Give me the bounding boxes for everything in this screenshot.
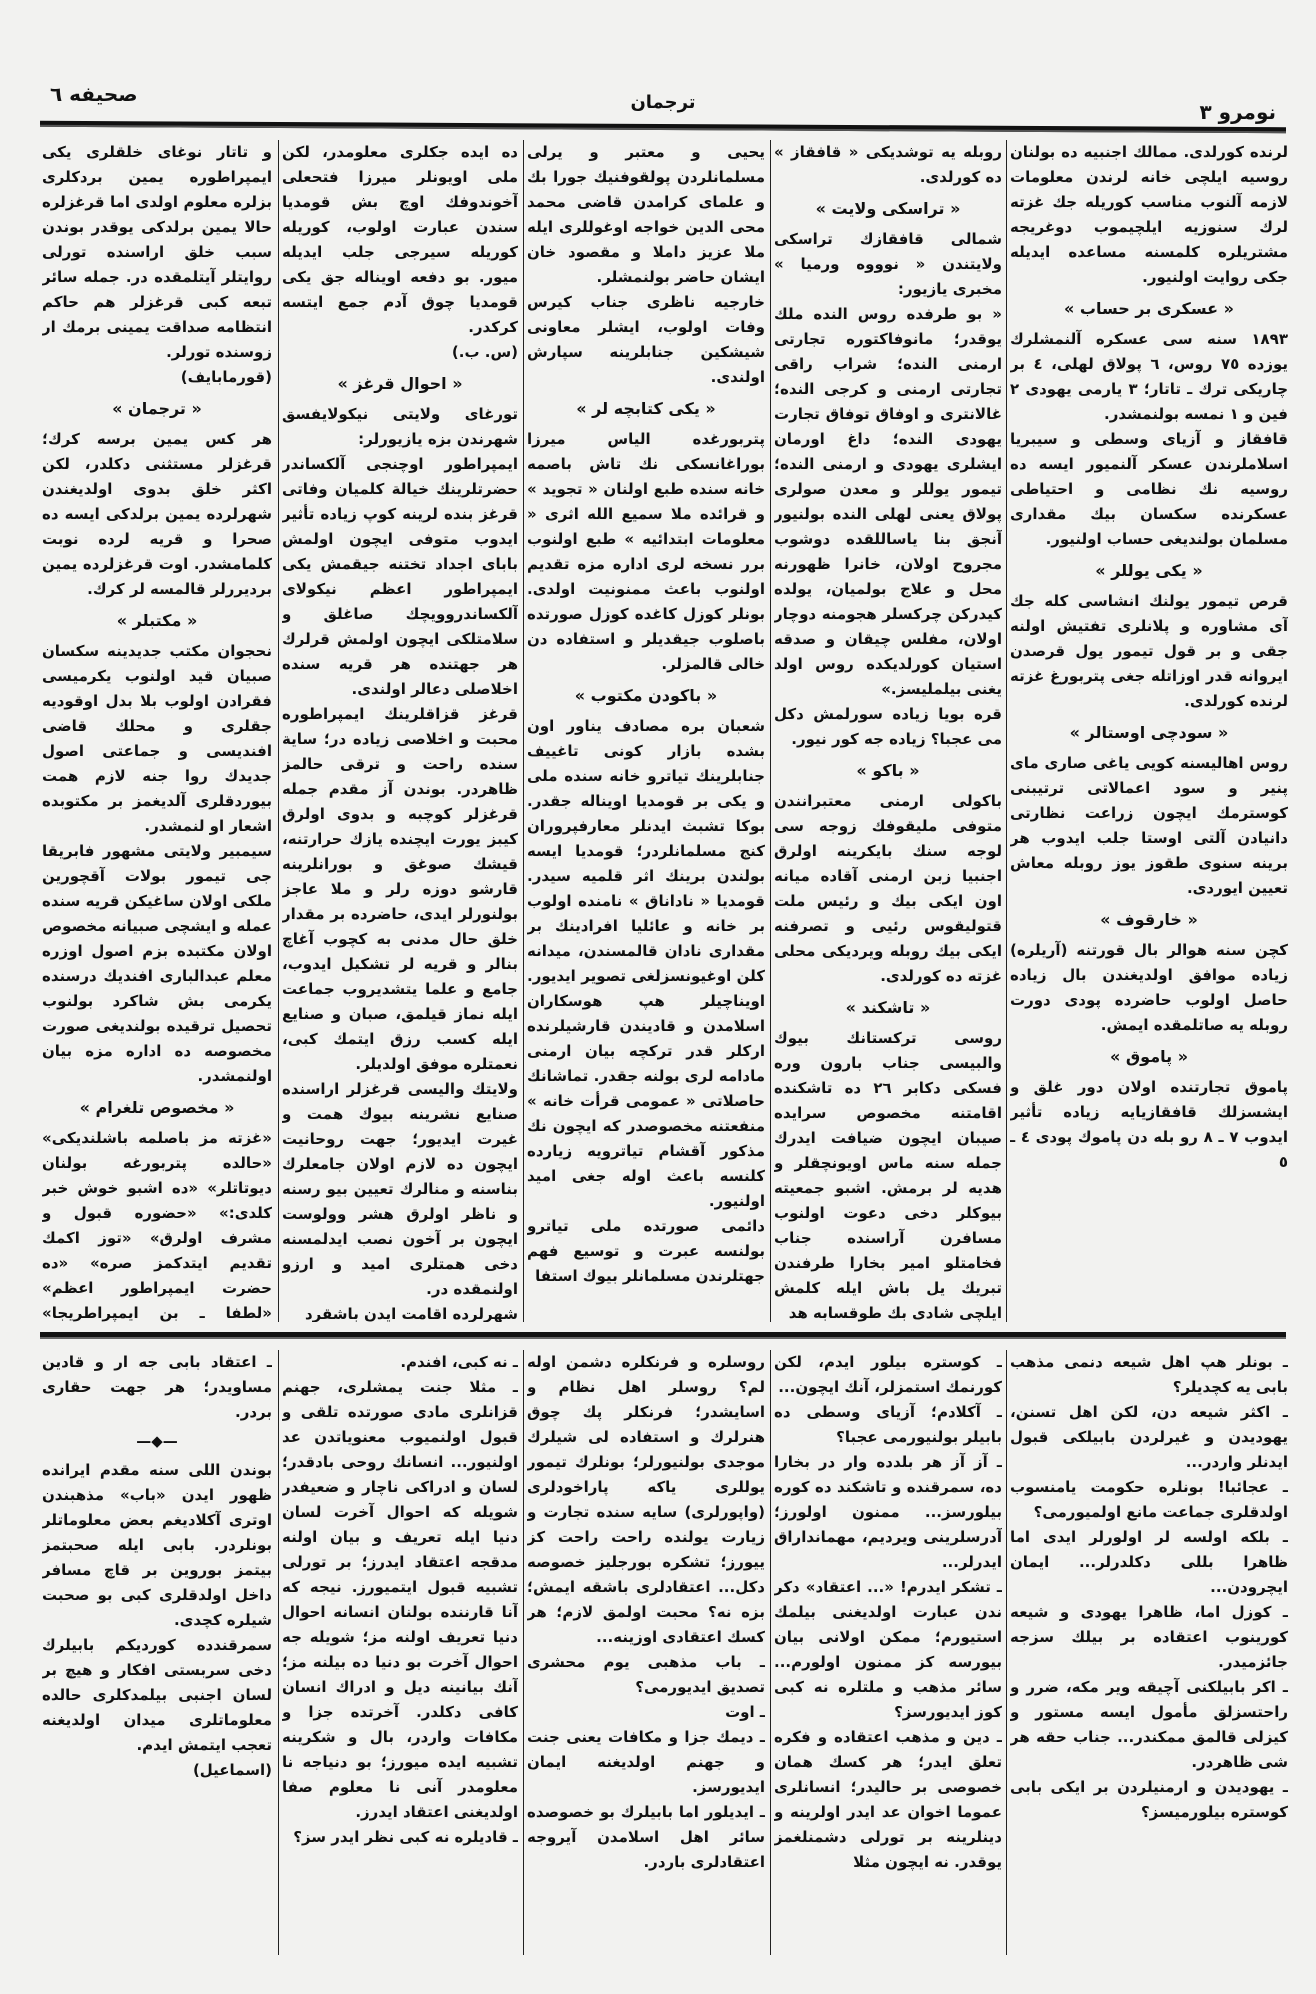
article-paragraph: شعبان بره مصادف يناور اون بشده بازار كونى تاغييف جنابلرينك تياترو خانه سنده ملى و يكى بر قومديا اويناله جقدر. بوكا تشبث ايدنلر معارفپروران كنج مسلمانلردر؛ قومديا ايسه بولندن برينك اثر قلميه سيدر. قومديا « ناداناق » نامنده اولوب بر خانه و عائليا افرادينك بر مقدارى نادان قالمسندن، ميدانه كلن اوغيونسزلغى تصوير ايديور. اويناچيلر هپ هوسكاران اسلامدن و قاديندن قارشيلرنده اركلر قدر تركچه بيان ارمنى مادامه لرى بولنه جقدر. تماشانك حاصلاتى « عمومى قرأت خانه » منفعتنه مخصوصدر كه ايچون نك مذكور آقشام تياترويه زيارده كلنسه باعث اوله جغى اميد اولنيور. [527,717,765,1210]
article-paragraph: قره بويا زياده سورلمش دكل مى عجبا؟ زياده جه كور نيور. [774,705,1002,748]
article-paragraph: قرص تيمور يولنك انشاسى كله جك آى مشاوره و پلانلرى تفتيش اولنه جقى و بر قول تيمور يول قرصدن ايروانه قدر اوزاتله جغى پتربورغ غزته لرنده كورلدى. [1010,592,1288,710]
article-paragraph: ـ عجائبا! بونلره حكومت يامنسوب اولدقلرى جماعت مانع اولميورمى؟ [1010,1478,1288,1521]
article-heading: « باكو » [774,758,1002,783]
column-rule [1006,1350,1007,1955]
article-paragraph: لرنده كورلدى. ممالك اجنبيه ده بولنان روسيه ايلچى خانه لرندن معلومات لازمه آلنوب مناسب كوريله جك غزته لرك سنوزيه ايلچيموب دوغريجه مشتريلره كلمسنه مساعده ايديله جكى روايت اولنيور. [1010,143,1288,286]
article-heading: « مخصوص تلغرام » [42,1095,272,1120]
article-paragraph: قافقاز و آزياى وسطى و سيبريا اسلاملرندن عسكر آلنميور ايسه ده روسيه نك نظامى و احتياطى عسكرنده سكسان بيك مقدارى مسلمان بولنديغى حساب اولنيور. [1010,430,1288,548]
article-paragraph: ايمپراطور اوچنجى آلكساندر حضرتلرينك خيالة كلميان وفاتى قرغز بنده لرينه كوپ زياده تأثير ايدوب متوفى ايچون اولمش باباى اجداد تختنه جيقمش يكى ايمپراطور اعظم نيكولاى آلكساندروويچك صاغلق و سلامتلكى ايچون اولمش قرلرك هر جهتنده هر قريه سنده اخلاصلى دعالر اولندى. [282,455,518,698]
article-paragraph: روسلره و فرنكلره دشمن اوله لم؟ روسلر اهل نظام و اسايشدر؛ فرنكلر پك چوق هنرلرك و استفاده لى شيلرك موجدى بولنيورلر؛ بونلرك تيمور يوللرى ياكه پاراخودلرى (واپورلرى) سايه سنده تجارت و زيارت يولنده راحت راحت كز ييورز؛ تشكره بورجليز خصوصه دكل... اعتقادلرى باشقه ايمش؛ بزه نه؟ محبت اولمق لازم؛ هر كسك اعتقادى اوزينه... [527,1353,765,1646]
article-paragraph: و تاتار نوغاى خلقلرى يكى ايمپراطوره يمين بردكلرى بزلره معلوم اولدى اما قرغزلره حالا يمين برلدكى يوقدر بوندن سبب خلق اراسنده تورلى روايتلر آيتلمقده در. جمله سائر تبعه كبى قرغزلر هم حاكم انتظامه صداقت يمينى برمك ار زوسنده تورلر. [42,143,272,361]
article-paragraph: هر كس يمين برسه كرك؛ قرغزلر مستثنى دكلدر، لكن اكثر خلق بدوى اولديغندن شهرلرده يمين برلدكى ايسه ده صحرا و قريه لرده نوبت كلمامشدر. اوت قرغزلرده يمين برديررلر قالمسه لر كرك. [42,430,272,598]
article-paragraph: خارجيه ناظرى جناب كيرس وفات اولوب، ايشلر معاونى شيشكين جنابلرينه سپارش اولندى. [527,293,765,386]
article-paragraph: ده ايده جكلرى معلومدر، لكن ملى اويونلر ميرزا فتحعلى آخوندوفك اوچ بش قومديا سندن عبارت اولوب، كوريله كوريله سيرجى جلب ايديله ميور. بو دفعه اويناله جق يكى قومديا چوق آدم جمع ايتسه كركدر. [282,143,518,336]
article-heading: « مكتبلر » [42,608,272,633]
article-paragraph: ـ قاديلره نه كبى نظر ايدر سز؟ [293,1828,518,1846]
top-column-1 [1010,140,1288,1322]
article-paragraph: ـ نه كبى، افندم. [400,1353,518,1371]
article-paragraph: ـ يهوديدن و ارمنيلردن بر ايكى بابى كوستره بيلورميسز؟ [1010,1778,1288,1821]
page-number: صحيفه ٦ [50,82,138,106]
article-heading: « ترجمان » [42,396,272,421]
article-paragraph: (اسماعيل) [192,1761,272,1779]
article-paragraph: يحيى و معتبر و يرلى مسلمانلردن پولقوفنيك جورا بك و علماى كرامدن قاضى محمد محى الدين خواجه اوغوللرى ايله ملا عزيز داملا و مقصود خان ايشان حاضر بولنمشلر. [527,143,765,286]
bottom-column-4 [282,1350,518,1955]
article-paragraph: كچن سنه هوالر بال قورتنه (آريلره) زياده موافق اولديغندن بال زياده حاصل اولوب حاضرده پودى دورت روبله يه صاتلمقده ايمش. [1010,941,1288,1034]
column-rule [1006,140,1007,1322]
article-paragraph: ولايتك واليسى قرغزلر اراسنده صنايع نشرينه بيوك همت و غيرت ايديور؛ جهت روحانيت ايچون ده لازم اولان جامعلرك بناسنه و منالرك تعيين بيو رسنه و ناظر اولرق هشر وولوست ايچون بر آخون نصب ايدلمسنه دخى همتلرى اميد و ارزو اولنمقده در. [282,1080,518,1298]
bottom-column-1 [1010,1350,1288,1955]
bottom-column-5 [42,1350,272,1955]
article-paragraph: بوندن اللى سنه مقدم ايرانده ظهور ايدن «باب» مذهبندن اوترى آكلاديغم بعض معلوماتلر بونلردر. بابى ايله صحبتمز بيتمز بوروين بر قاچ مسافر داخل اولدقلرى كبى بو صحبت شيلره كچدى. [42,1461,272,1629]
article-paragraph: ـ كوستره بيلور ايدم، لكن كورنمك استمزلر، آنك ايچون... [774,1353,1002,1396]
article-paragraph: روس اهاليسنه كويى ياغى صارى ماى پنير و سود اعمالاتى ترتيبنى كوسترمك ايچون زراعت نظارتى دانيادن آلتى اوستا جلب ايدوب هر برينه سنوى طقوز يوز روبله معاش تعيين ايوردى. [1010,754,1288,897]
article-paragraph: شمالى قافقازك تراسكى ولايتندن « نوووه ورميا » مخبرى يازيور: [774,230,1002,298]
article-paragraph: ـ اكثر شيعه دن، لكن اهل تسنن، يهوديدن و غيرلردن بابيلكى قبول ايدنلر واردر... [1010,1403,1288,1471]
newspaper-title: ترجمان [630,92,696,113]
article-paragraph: دائمى صورتده ملى تياترو بولنسه عبرت و توسيع فهم جهتلرندن مسلمانلر بيوك استفا [527,1217,765,1285]
column-rule [278,140,279,1322]
issue-number: نومرو ٣ [1199,100,1276,124]
article-heading: « احوال قرغز » [282,371,518,396]
article-heading: « يكى يوللر » [1010,558,1288,583]
article-heading: « تاشكند » [774,995,1002,1020]
article-heading: « پاموق » [1010,1044,1288,1069]
article-paragraph: تورغاى ولايتى نيكولايفسق شهرندن بزه يازيورلر: [282,405,518,448]
article-paragraph: ـ اكر بابيلكنى آچيقه وير مكه، ضرر و راحتسزلق مأمول ايسه مستور و كيزلى قالمق ممكندر... جناب حقه هر شى ظاهردر. [1010,1678,1288,1771]
article-paragraph: «غزته مز باصلمه باشلنديكى» «حالده پتربورغه بولنان ديوتاتلر» «ده اشبو خوش خبر كلدى:» «حضوره قبول و مشرف اولرق» «توز اكمك تقديم ايتدكمز صره» «ده حضرت ايمپراطور اعظم» «لطفا ـ بن ايمپراطريجا» [42,1129,272,1322]
article-paragraph: ـ ايديلور اما بابيلرك بو خصوصده سائر اهل اسلامدن آيروجه اعتقادلرى باردر. [527,1803,765,1871]
section-divider [40,1332,1286,1339]
article-paragraph: ـ آكلادم؛ آزياى وسطى ده بابيلر بولنيورمى عجبا؟ [774,1403,1002,1446]
article-paragraph: ـ مثلا جنت يمشلرى، جهنم قزانلرى مادى صورتده تلقى و قبول اولنميوب معنوياتدن عد اولنيور... انسانك روحى بادقدر؛ لسان و ادراكى ناچار و ضعيفدر شويله كه احوال آخرت لسان دنيا ايله تعريف و بيان اولنه مدقجه اعتقاد ايدرز؛ بر تورلى تشبيه قبول ايتميورز. نيجه كه آنا قارننده بولنان انسانه احوال دنيا تعريف اولنه مز؛ شويله جه احوال آخرت بو دنيا ده بيلنه مز؛ آنك بيانينه ديل و ادراك انسان كافى دكلدر. آخرتده جزا و مكافات واردر، بال و شكرينه تشبيه ايده ميورز؛ بو دنياجه نا معلومدر آنى نا معلوم صفا اولديغنى اعتقاد ايدرز. [282,1378,518,1821]
article-paragraph: ـ آز آز هر بلدده وار در بخارا ده، سمرقنده و تاشكند ده كوره بيلورسز... ممنون اولورز؛ آدرسلرينى ويرديم، مهمانداراق ايدرلر... [774,1453,1002,1571]
ornament-divider: —◆— [136,1432,178,1450]
article-heading: « يكى كتابچه لر » [527,396,765,421]
article-paragraph: ١٨٩٣ سنه سى عسكره آلنمشلرك يوزده ٧٥ روس، ٦ پولاق لهلى، ٤ بر چاريكى ترك ـ تاتار؛ ٣ يارمى يهودى ٢ فين و ١ نمسه بولنمشدر. [1010,330,1288,423]
article-paragraph: ـ باب مذهبى يوم محشرى تصديق ايديورمى؟ [527,1653,765,1696]
article-heading: « تراسكى ولايت » [774,196,1002,221]
top-column-3 [527,140,765,1322]
column-rule [770,140,771,1322]
article-paragraph: ـ دين و مذهب اعتقاده و فكره تعلق ايدر؛ هر كسك همان خصوصى بر حاليدر؛ انسانلرى عموما اخوان عد ايدر اولرينه و دينلرينه بر تورلى دشمنلغمز يوقدر. نه ايچون مثلا [774,1728,1002,1871]
article-paragraph: (قورمابايف) [180,368,272,386]
article-paragraph: ـ بلكه اولسه لر اولورلر ايدى اما ظاهرا بللى دكلدرلر... ايمان ايچرودن... [1010,1528,1288,1596]
article-paragraph: قرغز قزاقلرينك ايمپراطوره محبت و اخلاصى زياده در؛ ساية سنده راحت و ترقى حالمز ظاهردر. بوندن آز مقدم جمله قرغزلر كوچبه و بدوى اولرق كيبز يورت ايچنده يازك حرارتنه، قيشك صوغق و بورانلرينه قارشو دوزه رلر و ملا عاجز بولنورلر ايدى، حاضرده بر مقدار خلق حال مدنى به كچوب آغاچ بنالر و قريه لر تشكيل ايدوب، جامع و علما يتشديروب جماعت ايله نماز قيلمق، صبان و صنايع ايله كسب رزق ايتمك كبى، نعمتلره موفق اولديلر. [282,705,518,1073]
article-paragraph: پاموق تجارتنده اولان دور غلق و ايشسزلك قافقازيايه زياده تأثير ايدوب ٧ ـ ٨ رو بله دن پاموك پودى ٤ ـ ٥ [1010,1078,1288,1171]
bottom-column-3 [527,1350,765,1955]
article-paragraph: روسى تركستانك بيوك والبيسى جناب بارون وره فسكى دكابر ٢٦ ده تاشكنده اقامتنه مخصوص سرايده صيبان ايچون ضيافت ايدرك جمله سنه ماس اويونچقلر و هديه لر برمش. اشبو جمعيته بيوكلر دخى دعوت اولنوب مسافرن آراسنده جناب فخامتلو امير بخارا طرفندن تبريك يل باش ايله كلمش ايلچى شادى بك طوقسابه هد [774,1029,1002,1322]
article-paragraph: سيمبير ولايتى مشهور فابريقا جى تيمور بولات آقچورين ملكى اولان ساغيكن قريه سنده عمله و ايشچى صبيانه مخصوص اولان مكتبده بزم اصول اوزره معلم عبدالبارى افنديك درسنده يكرمى بش شاكرد بولنوب تحصيل ترقيده بولنديغى صورت مخصوصه ده اداره مزه بيان اولنمشدر. [42,842,272,1085]
top-column-5 [42,140,272,1322]
top-column-4 [282,140,518,1322]
article-heading: « خارقوف » [1010,907,1288,932]
article-paragraph: (س. ب.) [451,343,518,361]
article-heading: « باكودن مكتوب » [527,683,765,708]
article-paragraph: روبله يه توشديكى « قافقاز » ده كورلدى. [774,143,1002,186]
article-paragraph: ـ بونلر هپ اهل شيعه دنمى مذهب بابى يه كچديلر؟ [1010,1353,1288,1396]
column-rule [523,1350,524,1955]
column-rule [278,1350,279,1955]
article-paragraph: سمرقندده كورديكم بابيلرك دخى سربستى افكار و هيچ بر لسان اجنبى بيلمدكلرى حالده معلوماتلرى ميدان اولديغنه تعجب ايتمش ايدم. [42,1636,272,1754]
article-paragraph: ـ تشكر ايدرم! «... اعتقاد» دكر ندن عبارت اولديغنى بيلمك استيورم؛ ممكن اولانى بيان بيورسه كز ممنون اولورم... سائر مذهب و ملتلره نه كبى كوز ايديورسز؟ [774,1578,1002,1721]
top-column-2 [774,140,1002,1322]
article-paragraph: ـ اوت [725,1703,765,1721]
article-heading: « عسكرى بر حساب » [1010,296,1288,321]
article-paragraph: « بو طرفده روس النده ملك يوقدر؛ مانوفاكتوره تجارتى ارمنى النده؛ شراب راقى تجارتى ارمنى و كرجى النده؛ غالانترى و اوفاق توفاق تجارت يهودى النده؛ داغ اورمان ايشلرى يهودى و ارمنى النده؛ تيمور يوللر و معدن صولرى پولاق يعنى لهلى النده بولنيور آنجق بنا ياساللقده دوشوب مجروح اولان، خانرا ظهورنه محل و علاج بولميان، يولده كيدركن چركسلر هجومنه دوچار اولان، مفلس چيقان و صدقه استيان كورلديكده روس اولد يغنى بيلمليسز.» [774,305,1002,698]
article-paragraph: ـ ديمك جزا و مكافات يعنى جنت و جهنم اولديغنه ايمان ايديورسز. [527,1728,765,1796]
article-paragraph: باكولى ارمنى معتبرانندن متوفى مليقوفك زوجه سى لوجه سنك بايكرينه اولرق اجنبيا زبن ارمنى آقاده ميانه اون ايكى بيك و رئيس ملت قتوليقوس رئيى و تصرفنه ايكى بيك روبله ويرديكى محلى غزته ده كورلدى. [774,792,1002,985]
article-heading: « سودچى اوستالر » [1010,720,1288,745]
column-rule [770,1350,771,1955]
article-paragraph: نحجوان مكتب جديدينه سكسان صبيان قيد اولنوب يكرميسى فقرادن اولوب بلا بدل اوقوديه جقلرى و محلك قاضى افنديسى و جماعتى اصول جديدك روا جنه لازم همت بيوردقلرى آلديغمز بر مكتوبده اشعار او لنمشدر. [42,642,272,835]
article-paragraph: پتربورغده الياس ميرزا بوراغانسكى نك تاش باصمه خانه سنده طبع اولنان « تجويد » و قرائده ملا سميع الله اثرى « معلومات ابتدائيه » طبع اولنوب برر نسخه لرى اداره مزه تقديم اولنوب باعث ممنونيت اولدى. بونلر كوزل كاغده كوزل صورتده باصلوب جيقديلر و استفاده دن خالى قالمزلر. [527,430,765,673]
article-paragraph: ـ اعتقاد بابى جه ار و قادين مساويدر؛ هر جهت حقارى بردر. [42,1353,272,1421]
bottom-column-2 [774,1350,1002,1955]
column-rule [523,140,524,1322]
article-paragraph: ـ كوزل اما، ظاهرا يهودى و شيعه كورينوب اعتقاده بر بيلك سزجه جائزميدر. [1010,1603,1288,1671]
article-paragraph: شهرلرده اقامت ايدن باشقرد [304,1305,518,1322]
